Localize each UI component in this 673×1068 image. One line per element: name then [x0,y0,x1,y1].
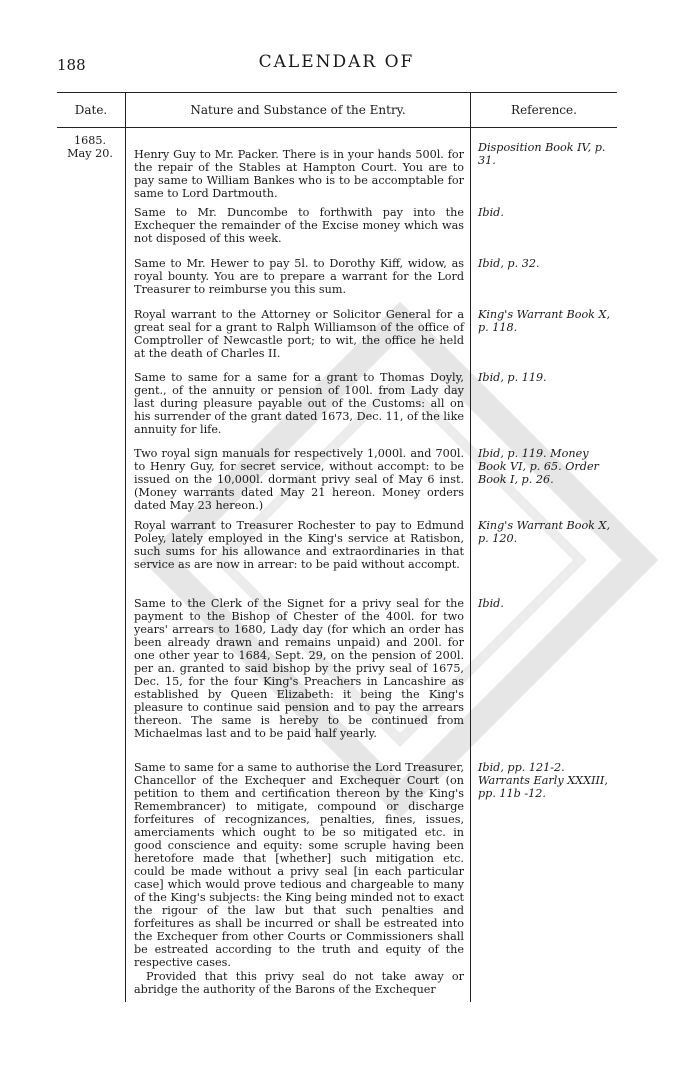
column-header-reference: Reference. [511,103,577,117]
entry-continuation: Provided that this privy seal do not take away or abridge the authority of the Barons of the Exchequer [134,970,464,996]
entry-reference [478,141,618,167]
column-header-nature: Nature and Substance of the Entry. [190,103,406,117]
entry-text: Same to same for a same to authorise the Lord Treasurer, Chancellor of the Exchequer and Exchequer Court (on petition to them and certification thereon by the King's Remembrancer) to mitigate, compound or discharge forfeitures of recognizances, penalties, fines, issues, amerciaments which ought to be so mitigated etc. in good conscience and equity: some scruple having been heretofore made that [whether] such mitigation etc. could be made without a privy seal [in each particular case] which would prove tedious and chargeable to many of the King's subjects: the King being minded not to exact the rigour of the law but that such penalties and forfeitures as shall be incurred or shall be estreated into the Exchequer from other Courts or Commissioners shall be estreated according to the truth and equity of the respective cases. [134,761,464,969]
date-day: May 20. [67,147,113,160]
reference-text: Ibid. [478,597,504,610]
reference-text: Ibid, p. 32. [478,257,540,270]
entry-text: Same to same for a same for a grant to Thomas Doyly, gent., of the annuity or pension of 100l. from Lady day last during pleasure payable out of the Customs: all on his surrender of the grant dated 1673, Dec. 11, of the like annuity for life. [134,371,464,436]
entry-text: Royal warrant to the Attorney or Solicitor General for a great seal for a grant to Ralph Williamson of the office of Comptroller of Newcastle port; to wit, the office he held at the death of Charles II. [134,308,464,360]
entry-reference [478,447,618,486]
entry-text: Same to Mr. Duncombe to forthwith pay into the Exchequer the remainder of the Excise money which was not disposed of this week. [134,206,464,245]
column-divider-date [125,92,126,1002]
entry-reference [478,308,618,334]
entry-reference [478,597,618,610]
entry-text: Henry Guy to Mr. Packer. There is in your hands 500l. for the repair of the Stables at Hampton Court. You are to pay same to William Bankes who is to be accomptable for same to Lord Dartmouth. [134,148,464,200]
reference-text: Ibid, p. 119. [478,371,547,384]
entry-text: Two royal sign manuals for respectively 1,000l. and 700l. to Henry Guy, for secret service, without accompt: to be issued on the 10,000l. dormant privy seal of May 6 inst. (Money warrants dated May 21 hereon. Money orders dated May 23 hereon.) [134,447,464,512]
entry-text: Same to the Clerk of the Signet for a privy seal for the payment to the Bishop of Chester of the 400l. for two years' arrears to 1680, Lady day (for which an order has been already drawn and remains unpaid) and 200l. for one other year to 1684, Sept. 29, on the pension of 200l. per an. granted to said bishop by the privy seal of 1675, Dec. 15, for the four King's Preachers in Lancashire as established by Queen Elizabeth: it being the King's pleasure to continue said pension and to pay the arrears thereon. The same is hereby to be continued from Michaelmas last and to be paid half yearly. [134,597,464,740]
reference-text: King's Warrant Book X, p. 118. [478,308,611,334]
date-year: 1685. [73,134,107,147]
entry-reference [478,206,618,219]
column-divider-reference [470,92,471,1002]
column-header-date: Date. [74,103,108,117]
table-header-rule [57,127,617,128]
entry-text: Same to Mr. Hewer to pay 5l. to Dorothy Kiff, widow, as royal bounty. You are to prepare a warrant for the Lord Treasurer to reimburse you this sum. [134,257,464,296]
reference-text: Disposition Book IV, p. 31. [478,141,606,167]
entry-reference [478,519,618,545]
reference-text: King's Warrant Book X, p. 120. [478,519,611,545]
entry-reference [478,371,618,384]
reference-text: Ibid, p. 119. Money Book VI, p. 65. Order Book I, p. 26. [478,447,599,486]
entry-text: Royal warrant to Treasurer Rochester to pay to Edmund Poley, lately employed in the King's service at Ratisbon, such sums for his allowance and extraordinaries in that service as are now in arrear: to be paid without accompt. [134,519,464,571]
entry-reference [478,761,618,800]
running-head: CALENDAR OF [258,52,415,72]
page-number: 188 [57,56,86,74]
reference-text: Ibid, pp. 121-2. Warrants Early XXXIII, pp. 11b -12. [478,761,608,800]
table-top-rule [57,92,617,93]
entry-reference [478,257,618,270]
reference-text: Ibid. [478,206,504,219]
